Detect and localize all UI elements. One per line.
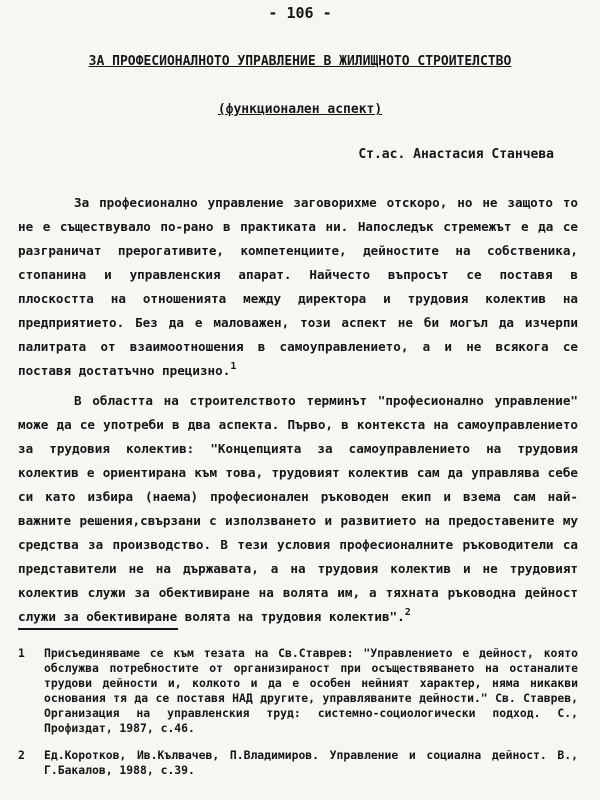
footnote-number: 1 xyxy=(18,646,25,660)
author-line: Ст.ас. Анастасия Станчева xyxy=(358,147,554,162)
article-body xyxy=(18,191,578,629)
footnote-ref: 2 xyxy=(404,607,411,618)
footnote-text: Присъединяваме се към тезата на Св.Ставрев: "Управлението е дейност, която обслужва потребностите от организираност при осъществяването на останалите трудови дейности и, колкото и да е особен нейният характер, няма никакви основания тя да се поставя НАД другите, управляваните дейности." Св. Ставрев, Организация на управленския труд: системно-социологически подход. С., Профиздат, 1987, с.46. xyxy=(44,646,578,735)
footnotes xyxy=(18,646,578,778)
article-title: ЗА ПРОФЕСИОНАЛНОТО УПРАВЛЕНИЕ В ЖИЛИЩНОТО СТРОИТЕЛСТВО xyxy=(88,54,512,69)
paragraph-text: В областта на строителството терминът "професионално управление" може да се употреби в два аспекта. Първо, в контекста на самоуправлението за трудовия колектив: "Концепцията за самоуправлението на трудовия колектив е ориентирана към това, трудовият колектив сам да управлява себе си като избира (наема) професионален ръководен екип и взема сам най-важните решения,свързани с използването и развитието на предоставените му средства за производство. В тези условия професионалните ръководители са представители не на държавата, а на трудовия колектив и не трудовият колектив служи за обективиране на волята им, а тяхната ръководна дейност служи за обективиране волята на трудовия колектив". xyxy=(18,393,578,624)
footnote-number: 2 xyxy=(18,748,25,762)
page-number: - 106 - xyxy=(268,4,332,22)
footnote-ref: 1 xyxy=(230,361,237,372)
paragraph-text: За професионално управление заговорихме отскоро, но не защото то не е съществувало по-рано в практиката ни. Напоследък стремежът е да се разграничат прерогативите, компетенциите, дейностите на собственика, стопанина и управленския апарат. Найчесто въпросът се поставя в плоскостта на отношенията между директора и трудовия колектив на предприятието. Без да е маловажен, този аспект не би могъл да изчерпи палитрата от взаимоотношения в самоуправлението, а и не всякога се поставя достатъчно прецизно. xyxy=(18,195,578,378)
footnote-text: Ед.Коротков, Ив.Кълвачев, П.Владимиров. Управление и социална дейност. В., Г.Бакалов, 1988, с.39. xyxy=(44,748,578,777)
body-paragraph xyxy=(18,389,578,629)
footnote-divider xyxy=(18,628,178,630)
body-paragraph xyxy=(18,191,578,383)
footnote-item xyxy=(18,646,578,736)
article-subtitle: (функционален аспект) xyxy=(217,102,383,117)
footnote-item xyxy=(18,748,578,778)
